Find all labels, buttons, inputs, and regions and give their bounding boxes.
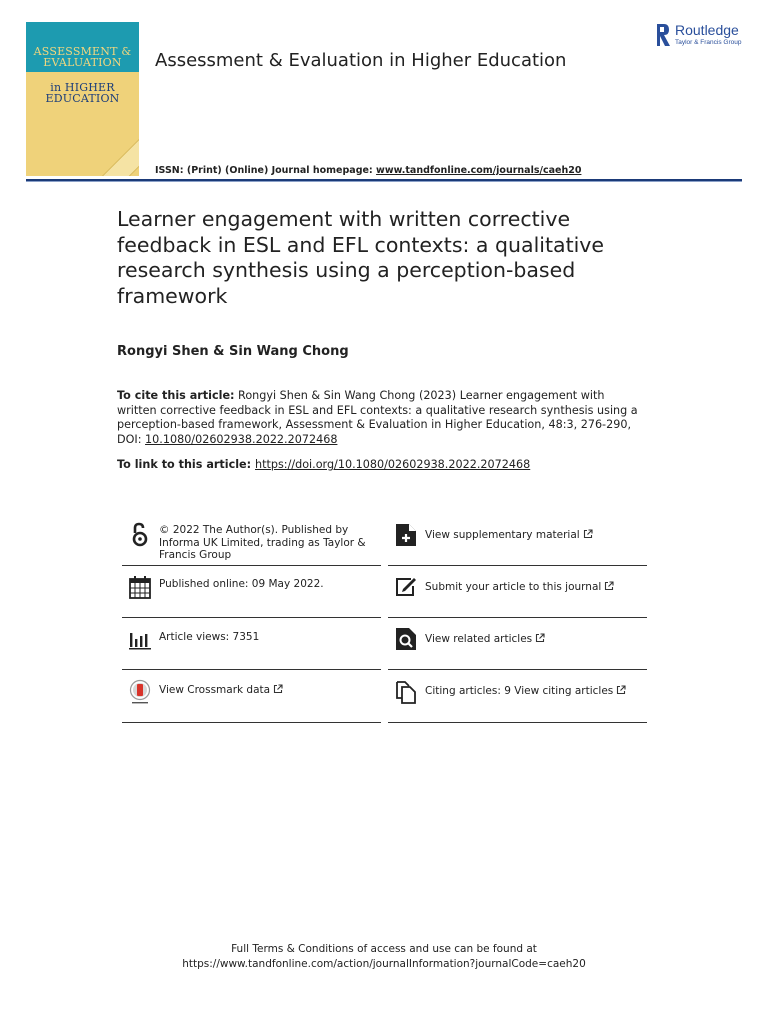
published-row	[122, 566, 381, 618]
article-title: Learner engagement with written corrective feedback in ESL and EFL contexts: a qualitative research synthesis using a perception-based framework	[117, 207, 605, 308]
open-access-icon	[128, 522, 152, 548]
citation-block	[117, 389, 647, 447]
submit-link[interactable]	[425, 581, 614, 594]
external-link-icon	[604, 581, 614, 591]
routledge-r-icon	[655, 22, 671, 48]
article-views: Article views: 7351	[159, 631, 260, 643]
supplementary-link[interactable]	[425, 529, 593, 542]
article-doi-url[interactable]: https://doi.org/10.1080/02602938.2022.2072468	[255, 458, 531, 471]
doi-link[interactable]: 10.1080/02602938.2022.2072468	[145, 432, 338, 446]
external-link-icon	[535, 633, 545, 643]
issn-text: ISSN: (Print) (Online) Journal homepage:	[155, 165, 377, 176]
publisher-group: Taylor & Francis Group	[675, 39, 742, 46]
cite-text: Rongyi Shen & Sin Wang Chong (2023) Learner engagement with written corrective feedback in ESL and EFL contexts: a qualitative research synthesis using a perception-based framework, Assessment & Evaluation in Higher Education, 48:3, 276-290, DOI:	[117, 389, 638, 446]
journal-cover-image	[26, 22, 139, 176]
journal-homepage-link[interactable]: www.tandfonline.com/journals/caeh20	[376, 165, 582, 176]
article-link-line	[117, 458, 530, 471]
cover-title-line: in HIGHER	[50, 81, 115, 94]
crossmark-icon	[128, 679, 152, 705]
row-divider	[388, 722, 647, 723]
cover-title-line: EDUCATION	[45, 92, 120, 105]
citing-label: Citing articles: 9 View citing articles	[425, 685, 614, 697]
footer	[0, 942, 768, 972]
citing-articles-icon	[394, 679, 418, 705]
cover-stripe	[100, 112, 139, 176]
citing-row[interactable]	[388, 671, 647, 723]
external-link-icon	[273, 684, 283, 694]
submit-label: Submit your article to this journal	[425, 581, 602, 593]
cite-label: To cite this article:	[117, 389, 235, 402]
submit-row[interactable]	[388, 566, 647, 618]
article-authors: Rongyi Shen & Sin Wang Chong	[117, 344, 349, 359]
edit-icon	[394, 574, 418, 600]
issn-line	[155, 165, 581, 176]
footer-terms-text: Full Terms & Conditions of access and use can be found at	[231, 943, 537, 955]
related-link[interactable]	[425, 633, 545, 646]
external-link-icon	[616, 685, 626, 695]
crossmark-link[interactable]	[159, 684, 283, 697]
link-label: To link to this article:	[117, 458, 255, 471]
crossmark-label: View Crossmark data	[159, 684, 271, 696]
supplementary-file-icon	[394, 522, 418, 548]
supplementary-label: View supplementary material	[425, 529, 580, 541]
routledge-logo[interactable]	[652, 22, 752, 50]
published-date: Published online: 09 May 2022.	[159, 578, 324, 590]
crossmark-row[interactable]	[122, 671, 381, 723]
external-link-icon	[583, 529, 593, 539]
citing-link[interactable]	[425, 685, 626, 698]
cover-title: ASSESSMENT & EVALUATION in HIGHER EDUCATION	[26, 68, 139, 104]
related-row[interactable]	[388, 618, 647, 670]
bar-chart-icon	[128, 626, 152, 652]
row-divider	[122, 669, 381, 670]
views-row	[122, 618, 381, 670]
header-divider	[26, 179, 742, 182]
open-access-row	[122, 514, 381, 566]
calendar-icon	[128, 574, 152, 600]
related-label: View related articles	[425, 633, 533, 645]
publisher-name: Routledge	[675, 22, 739, 38]
license-text: © 2022 The Author(s). Published by Informa UK Limited, trading as Taylor & Francis Group	[159, 524, 366, 561]
row-divider	[122, 722, 381, 723]
journal-title[interactable]: Assessment & Evaluation in Higher Education	[155, 50, 567, 71]
related-search-icon	[394, 626, 418, 652]
row-divider	[388, 669, 647, 670]
footer-terms-url[interactable]: https://www.tandfonline.com/action/journalInformation?journalCode=caeh20	[182, 958, 586, 970]
supplementary-row[interactable]	[388, 514, 647, 566]
